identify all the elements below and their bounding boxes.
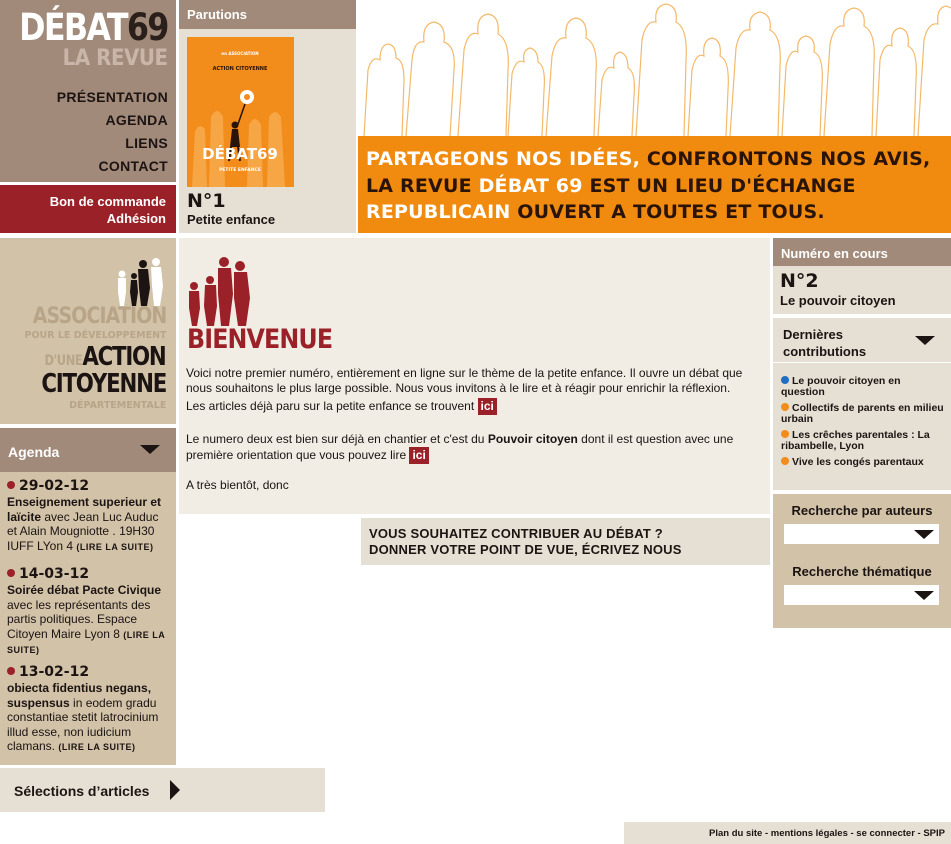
association-line-1: ASSOCIATION [32,304,166,329]
contribute-line-1: VOUS SOUHAITEZ CONTRIBUER AU DÉBAT ? [369,526,663,541]
main-nav [57,86,168,178]
nav-contact[interactable]: CONTACT [98,158,168,174]
agenda-title: Enseignement superieur et laïcite [7,495,162,524]
agenda-date: 14-03-12 [7,565,171,583]
parutions-heading: Parutions [179,0,356,29]
footer-links[interactable]: Plan du site - mentions légales - se connecter - SPIP [624,822,951,844]
bullet-icon [781,376,789,384]
theme-select[interactable] [784,585,939,605]
chevron-right-icon [170,780,180,800]
author-select[interactable] [784,524,939,544]
contribute-line-2: DONNER VOTRE POINT DE VUE, ÉCRIVEZ NOUS [369,542,682,557]
family-silhouette-icon [186,256,254,326]
agenda-text: avec les représentants des partis politiques. Espace Citoyen Maire Lyon 8 [7,597,151,641]
contribution-item[interactable]: Collectifs de parents en milieu urbain [781,402,944,425]
chevron-down-icon [914,530,934,539]
agenda-item [7,663,171,755]
read-more-link[interactable]: (LIRE LA SUITE) [58,742,136,752]
read-more-link[interactable]: (LIRE LA SUITE) [76,541,154,552]
site-logo[interactable]: DÉBAT69 [19,6,168,49]
agenda-text: in eodem gradu constantiae stetit latrocinium illud esse, non iudicium clamans. [7,695,159,753]
agenda-panel [0,428,176,765]
contribution-item[interactable]: Le pouvoir citoyen en question [781,375,901,398]
agenda-heading: Agenda [8,444,60,460]
search-by-author-label: Recherche par auteurs [791,503,933,518]
association-line-3: D'UNEACTION [45,342,166,372]
nav-presentation[interactable]: PRÉSENTATION [56,89,168,105]
welcome-paragraph: Le numero deux est bien sur déjà en chantier et c'est du Pouvoir citoyen dont il est question avec une première orientation que vous pouvez lire ici [186,431,734,462]
current-issue-number: N°2 [780,270,819,292]
crowd-outline-icon [358,0,951,136]
latest-contributions-panel [773,318,951,490]
bullet-icon [7,481,15,489]
issue-cover-image[interactable] [187,37,294,187]
agenda-text: avec Jean Luc Auduc et Alain Mougniotte . 19H30 IUFF LYon 4 [7,509,159,553]
cover-top-big: ACTION CITOYENNE [212,66,268,72]
current-issue-panel [773,238,951,314]
agenda-item [7,565,171,658]
contribution-item[interactable]: Vive les congés parentaux [781,457,947,468]
current-issue-title[interactable]: Le pouvoir citoyen [780,293,896,308]
issue-number: N°1 [187,190,226,212]
contributions-header[interactable] [773,318,951,363]
crowd-illustration [358,0,951,136]
order-form-link[interactable]: Bon de commande [49,194,166,209]
cover-brand: DÉBAT69 [202,145,278,163]
parutions-panel [179,0,356,233]
welcome-title: BIENVENUE [187,324,333,355]
family-silhouette-icon [112,256,168,306]
slogan-line-1: PARTAGEONS NOS IDÉES, CONFRONTONS NOS AVIS, [366,148,931,170]
issue-title[interactable]: Petite enfance [187,212,276,227]
slogan-line-2: LA REVUE DÉBAT 69 EST UN LIEU D'ÉCHANGE [366,174,856,197]
search-panel [773,494,951,628]
site-logo-panel [0,0,176,182]
article-selections-button[interactable] [0,768,325,812]
agenda-item [7,477,171,554]
nav-agenda[interactable]: AGENDA [105,112,168,128]
site-logo-subtitle: LA REVUE [63,46,168,71]
search-by-theme-label: Recherche thématique [792,564,932,579]
bullet-icon [781,403,789,411]
contributions-heading: Dernières contributions [783,327,867,359]
selections-label: Sélections d’articles [14,783,150,799]
banner-slogan [358,136,951,233]
contribution-item[interactable]: Les crêches parentales : La ribambelle, Lyon [781,429,930,452]
welcome-paragraph: A très bientôt, donc [186,477,289,492]
association-line-2: POUR LE DÉVELOPPEMENT [23,330,166,341]
agenda-date: 29-02-12 [7,477,171,495]
nav-liens[interactable]: LIENS [125,135,168,151]
current-issue-heading: Numéro en cours [773,238,951,266]
association-logo[interactable] [0,238,176,424]
slogan-line-3: REPUBLICAIN OUVERT A TOUTES ET TOUS. [366,201,825,223]
chevron-down-icon[interactable] [915,336,935,345]
welcome-body [186,366,764,493]
cover-top-small: en ASSOCIATION [221,51,259,56]
contributions-list [781,376,947,473]
chevron-down-icon [914,591,934,600]
agenda-date: 13-02-12 [7,663,171,681]
agenda-title: Soirée débat Pacte Civique [7,583,162,597]
bullet-icon [7,667,15,675]
agenda-title: obiecta fidentius negans, suspensus [7,681,152,710]
bullet-icon [781,457,789,465]
issue-2-link[interactable]: ici [409,447,428,464]
read-more-link[interactable]: (LIRE LA SUITE) [7,629,165,655]
association-line-4: CITOYENNE [41,369,166,399]
issue-1-link[interactable]: ici [478,398,497,415]
agenda-header[interactable] [0,428,176,472]
contribute-banner[interactable] [361,518,770,565]
bullet-icon [7,569,15,577]
cover-illustration [187,37,294,187]
welcome-paragraph: Voici notre premier numéro, entièrement en ligne sur le thème de la petite enfance. Il ouvre un débat que nous souhaitons le plus large possible. Nous vous invitons à le lire et à réagir pour enrichir la réflexion. [186,366,743,396]
membership-link[interactable]: Adhésion [106,211,166,226]
cover-subtitle: PETITE ENFANCE [219,168,261,173]
welcome-paragraph: Les articles déjà paru sur la petite enfance se trouvent ici [186,398,764,415]
association-line-5: DÉPARTEMENTALE [68,400,166,411]
order-panel [0,185,176,233]
welcome-panel [179,238,770,514]
bullet-icon [781,430,789,438]
chevron-down-icon[interactable] [140,445,160,454]
